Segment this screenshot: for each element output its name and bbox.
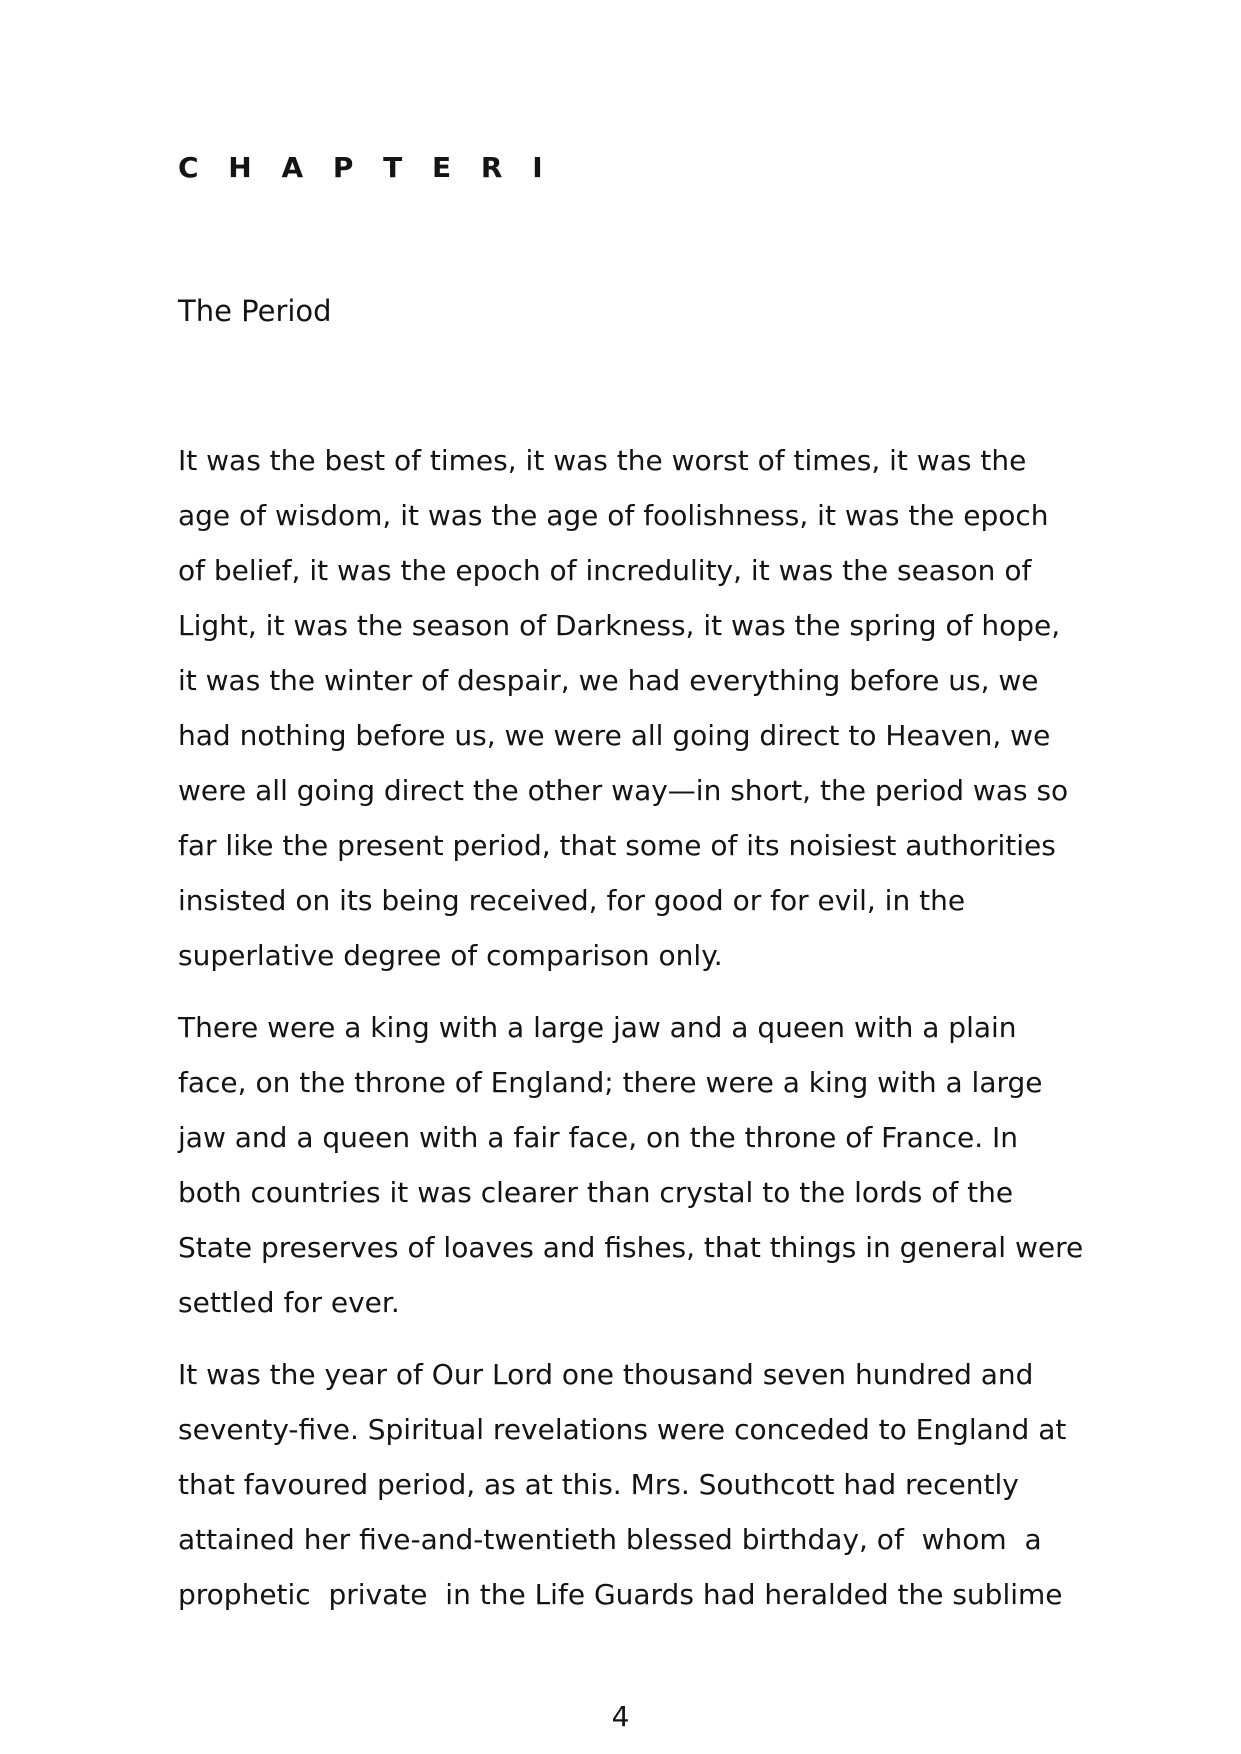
text-line: that favoured period, as at this. Mrs. Southcott had recently <box>178 1468 1019 1501</box>
chapter-heading: C H A P T E R I <box>178 151 553 184</box>
text-line: had nothing before us, we were all going direct to Heaven, we <box>178 719 1051 752</box>
text-line: Light, it was the season of Darkness, it was the spring of hope, <box>178 609 1061 642</box>
paragraph <box>178 433 1078 983</box>
text-line: prophetic private in the Life Guards had heralded the sublime <box>178 1578 1063 1611</box>
text-line: It was the best of times, it was the worst of times, it was the <box>178 444 1027 477</box>
text-line: seventy-five. Spiritual revelations were conceded to England at <box>178 1413 1067 1446</box>
text-line: were all going direct the other way—in short, the period was so <box>178 774 1069 807</box>
text-line: State preserves of loaves and fishes, that things in general were <box>178 1231 1084 1264</box>
text-line: There were a king with a large jaw and a queen with a plain <box>178 1011 1017 1044</box>
text-line: face, on the throne of England; there were a king with a large <box>178 1066 1043 1099</box>
chapter-title: The Period <box>178 294 332 328</box>
paragraph <box>178 1000 1084 1330</box>
text-line: of belief, it was the epoch of incredulity, it was the season of <box>178 554 1032 587</box>
text-line: settled for ever. <box>178 1286 400 1319</box>
text-line: age of wisdom, it was the age of foolishness, it was the epoch <box>178 499 1049 532</box>
text-line: jaw and a queen with a fair face, on the throne of France. In <box>178 1121 1019 1154</box>
body-text <box>178 433 1084 1639</box>
text-line: insisted on its being received, for good or for evil, in the <box>178 884 966 917</box>
text-line: superlative degree of comparison only. <box>178 939 723 972</box>
text-line: attained her five-and-twentieth blessed birthday, of whom a <box>178 1523 1042 1556</box>
paragraph <box>178 1347 1078 1622</box>
page-number: 4 <box>611 1700 630 1733</box>
text-line: it was the winter of despair, we had everything before us, we <box>178 664 1039 697</box>
text-line: It was the year of Our Lord one thousand seven hundred and <box>178 1358 1034 1391</box>
text-line: both countries it was clearer than crystal to the lords of the <box>178 1176 1014 1209</box>
text-line: far like the present period, that some of its noisiest authorities <box>178 829 1056 862</box>
